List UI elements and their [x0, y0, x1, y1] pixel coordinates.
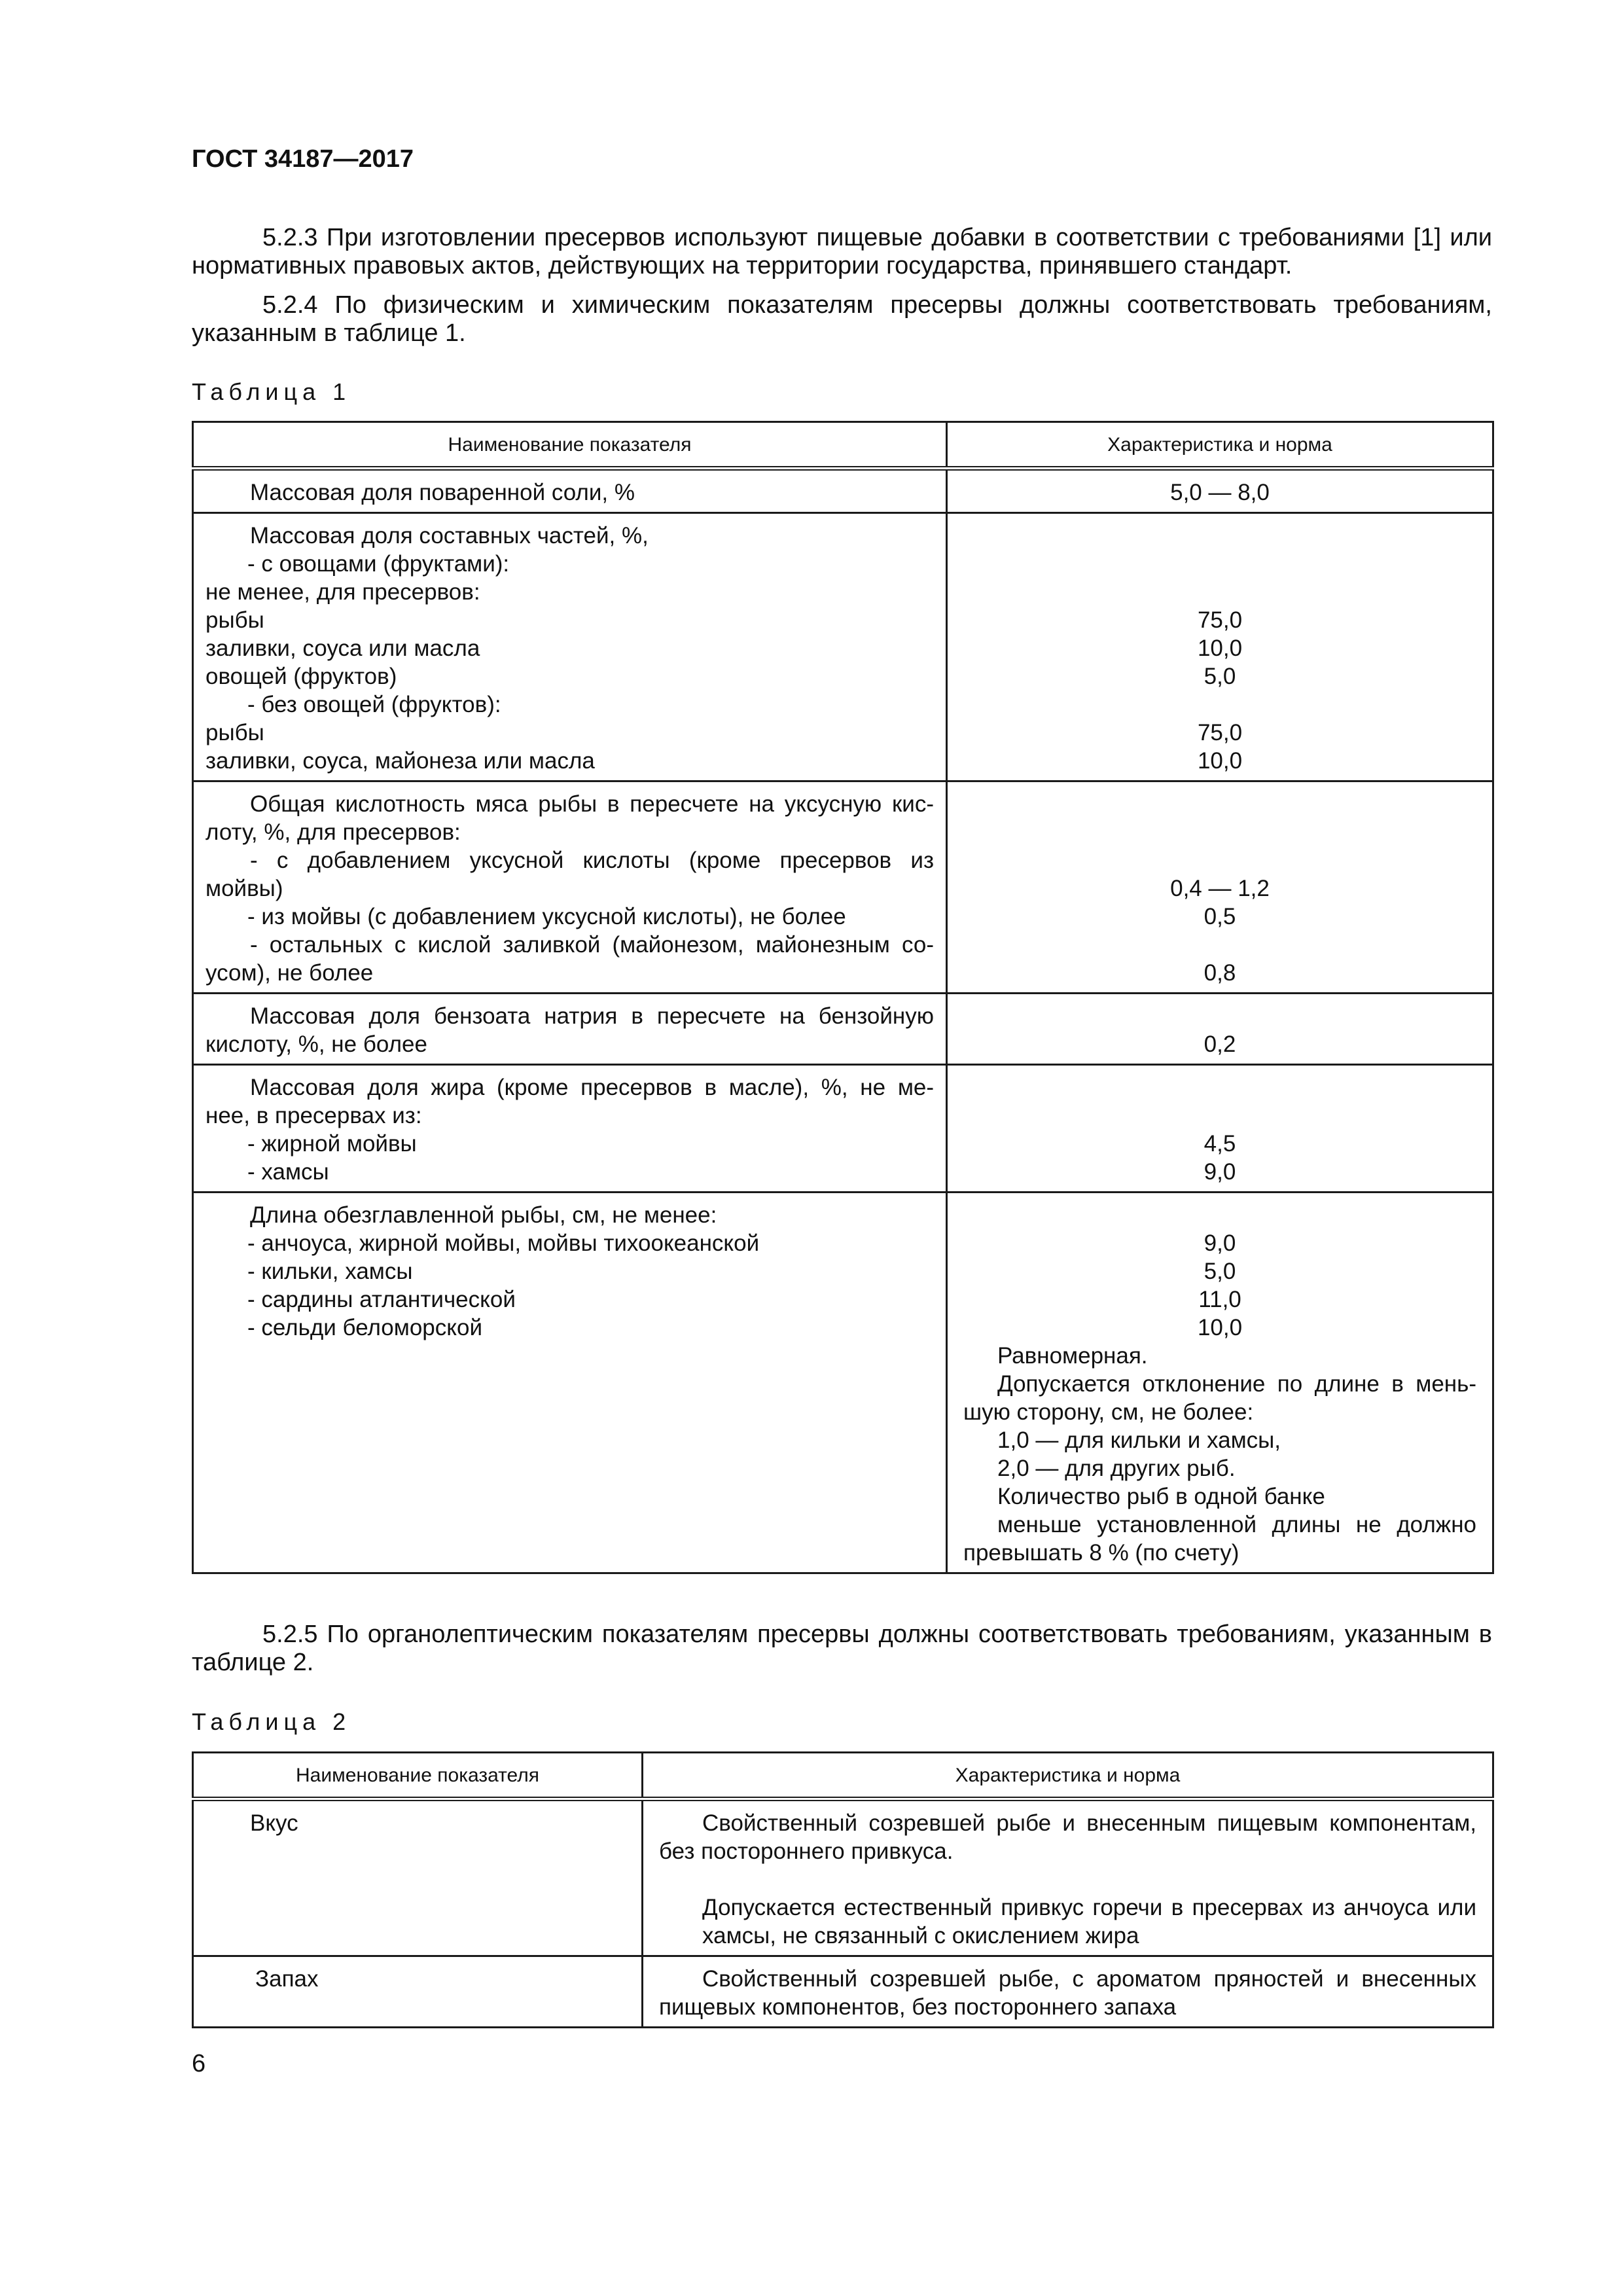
norm-value: 5,0 — [1204, 1259, 1236, 1284]
table-row — [193, 994, 1493, 1065]
indicator-line: - жирной мойвы — [247, 1131, 417, 1157]
norm-value: 4,5 — [1204, 1131, 1236, 1157]
paragraph-5-2-4: 5.2.4 По физическим и химическим показателям пресервы должны соответствовать требованиям, указанным в таблице 1. — [192, 291, 1492, 347]
norm-value: 75,0 — [1197, 607, 1243, 633]
norm-value: 10,0 — [1197, 636, 1243, 661]
indicator-line: - с добавлением уксусной кислоты (кроме пресервов из — [250, 848, 934, 873]
indicator-line: заливки, соуса, майонеза или масла — [205, 748, 595, 774]
norm-value: 10,0 — [1197, 1315, 1243, 1340]
table-1 — [192, 421, 1494, 1574]
indicator-line: - кильки, хамсы — [247, 1259, 413, 1284]
indicator-line: - сардины атлантической — [247, 1287, 516, 1312]
table-row — [193, 1956, 1493, 2028]
indicator-name: Запах — [255, 1966, 319, 1992]
table1-row6-norm — [947, 1193, 1493, 1573]
table2-row1-indicator — [193, 1799, 643, 1956]
norm-value — [963, 818, 1476, 846]
norm-value: 9,0 — [1204, 1230, 1236, 1256]
indicator-line: Массовая доля жира (кроме пресервов в масле), %, не ме- — [250, 1075, 934, 1100]
indicator-line: рыбы — [205, 607, 264, 633]
indicator-line: нее, в пресервах из: — [205, 1103, 422, 1128]
table1-row1-norm — [947, 469, 1493, 513]
indicator-line: - из мойвы (с добавлением уксусной кислоты), не более — [247, 904, 846, 929]
table-row — [193, 469, 1493, 513]
norm-note: 1,0 — для кильки и хамсы, — [997, 1427, 1281, 1453]
norm-text: Допускается естественный привкус горечи в пресервах из анчоуса или хамсы, не связанный с окислением жира — [702, 1895, 1476, 1948]
table-row — [193, 1799, 1493, 1956]
norm-note: шую сторону, см, не более: — [963, 1399, 1254, 1425]
table2-header-row — [193, 1753, 1493, 1799]
norm-value — [963, 846, 1476, 874]
indicator-line: рыбы — [205, 720, 264, 745]
norm-value — [963, 578, 1476, 606]
indicator-line: - остальных с кислой заливкой (майонезом, майонезным со- — [250, 932, 934, 958]
indicator-line: Массовая доля бензоата натрия в пересчете на бензойную — [250, 1003, 934, 1029]
table1-caption: Таблица 1 — [192, 378, 351, 405]
norm-value: 11,0 — [1198, 1287, 1241, 1312]
indicator-line: мойвы) — [205, 876, 283, 901]
indicator-line: Общая кислотность мяса рыбы в пересчете на уксусную кис- — [250, 791, 934, 817]
table1-row5-indicator — [193, 1065, 947, 1193]
table1-header-indicator: Наименование показателя — [193, 422, 947, 469]
indicator-line: овощей (фруктов) — [205, 664, 397, 689]
norm-value — [963, 1002, 1476, 1030]
norm-value — [963, 931, 1476, 959]
norm-note: Количество рыб в одной банке — [997, 1484, 1325, 1509]
table1-row3-indicator — [193, 781, 947, 994]
paragraph-5-2-3: 5.2.3 При изготовлении пресервов используют пищевые добавки в соответствии с требованиями [1] или нормативных правовых актов, действующих на территории государства, принявшего стандарт. — [192, 224, 1492, 279]
spacer — [659, 1865, 1476, 1893]
table1-row2-indicator — [193, 513, 947, 781]
table1-row3-norm — [947, 781, 1493, 994]
indicator-line: - без овощей (фруктов): — [247, 692, 501, 717]
norm-value: 5,0 — [1204, 664, 1236, 689]
norm-value — [963, 1073, 1476, 1102]
table1-header-norm: Характеристика и норма — [947, 422, 1493, 469]
table1-row1-indicator — [193, 469, 947, 513]
norm-value: 9,0 — [1204, 1159, 1236, 1185]
page-number: 6 — [192, 2050, 206, 2077]
indicator-line: заливки, соуса или масла — [205, 636, 480, 661]
table2-row1-norm — [643, 1799, 1493, 1956]
norm-value — [963, 522, 1476, 550]
table-2 — [192, 1751, 1494, 2028]
norm-value: 5,0 — 8,0 — [1170, 480, 1270, 505]
table2-row2-indicator — [193, 1956, 643, 2028]
indicator-line: не менее, для пресервов: — [205, 579, 480, 605]
norm-value — [963, 691, 1476, 719]
table2-caption: Таблица 2 — [192, 1708, 351, 1735]
norm-value: 0,4 — 1,2 — [1170, 876, 1270, 901]
table1-row6-indicator — [193, 1193, 947, 1573]
indicator-name: Вкус — [250, 1810, 298, 1836]
norm-note: Допускается отклонение по длине в мень- — [997, 1371, 1476, 1397]
table1-row5-norm — [947, 1065, 1493, 1193]
norm-note: 2,0 — для других рыб. — [997, 1456, 1236, 1481]
paragraph-5-2-5: 5.2.5 По органолептическим показателям пресервы должны соответствовать требованиям, указанным в таблице 2. — [192, 1621, 1492, 1676]
norm-value: 0,5 — [1204, 904, 1236, 929]
table-row — [193, 781, 1493, 994]
table2-header-norm: Характеристика и норма — [643, 1753, 1493, 1799]
table2-header-indicator: Наименование показателя — [193, 1753, 643, 1799]
indicator-line: Массовая доля поваренной соли, % — [250, 480, 635, 505]
norm-note: Равномерная. — [997, 1343, 1148, 1369]
norm-value: 0,2 — [1204, 1031, 1236, 1057]
table1-row2-norm — [947, 513, 1493, 781]
norm-value — [963, 1102, 1476, 1130]
indicator-line: лоту, %, для пресервов: — [205, 819, 461, 845]
norm-note: превышать 8 % (по счету) — [963, 1540, 1240, 1566]
table1-row4-indicator — [193, 994, 947, 1065]
norm-value — [963, 550, 1476, 578]
norm-value — [963, 1201, 1476, 1229]
indicator-line: усом), не более — [205, 960, 374, 986]
table1-header-row — [193, 422, 1493, 469]
table-row — [193, 1065, 1493, 1193]
indicator-line: - с овощами (фруктами): — [247, 551, 510, 577]
indicator-line: - хамсы — [247, 1159, 329, 1185]
table2-row2-norm — [643, 1956, 1493, 2028]
standard-header: ГОСТ 34187—2017 — [192, 145, 414, 173]
indicator-line: - сельди беломорской — [247, 1315, 482, 1340]
indicator-line: Массовая доля составных частей, %, — [250, 523, 649, 548]
norm-note: меньше установленной длины не должно — [997, 1512, 1476, 1537]
norm-value: 75,0 — [1197, 720, 1243, 745]
table-row — [193, 1193, 1493, 1573]
norm-value: 0,8 — [1204, 960, 1236, 986]
norm-value — [963, 790, 1476, 818]
table1-row4-norm — [947, 994, 1493, 1065]
norm-text: Свойственный созревшей рыбе и внесенным пищевым компонентам, без постороннего привкуса. — [659, 1810, 1476, 1864]
norm-text: Свойственный созревшей рыбе, с ароматом пряностей и внесенных пищевых компонентов, без постороннего запаха — [659, 1966, 1476, 2020]
indicator-line: кислоту, %, не более — [205, 1031, 427, 1057]
indicator-line: - анчоуса, жирной мойвы, мойвы тихоокеанской — [247, 1230, 760, 1256]
indicator-line: Длина обезглавленной рыбы, см, не менее: — [250, 1202, 717, 1228]
table-row — [193, 513, 1493, 781]
norm-value: 10,0 — [1197, 748, 1243, 774]
